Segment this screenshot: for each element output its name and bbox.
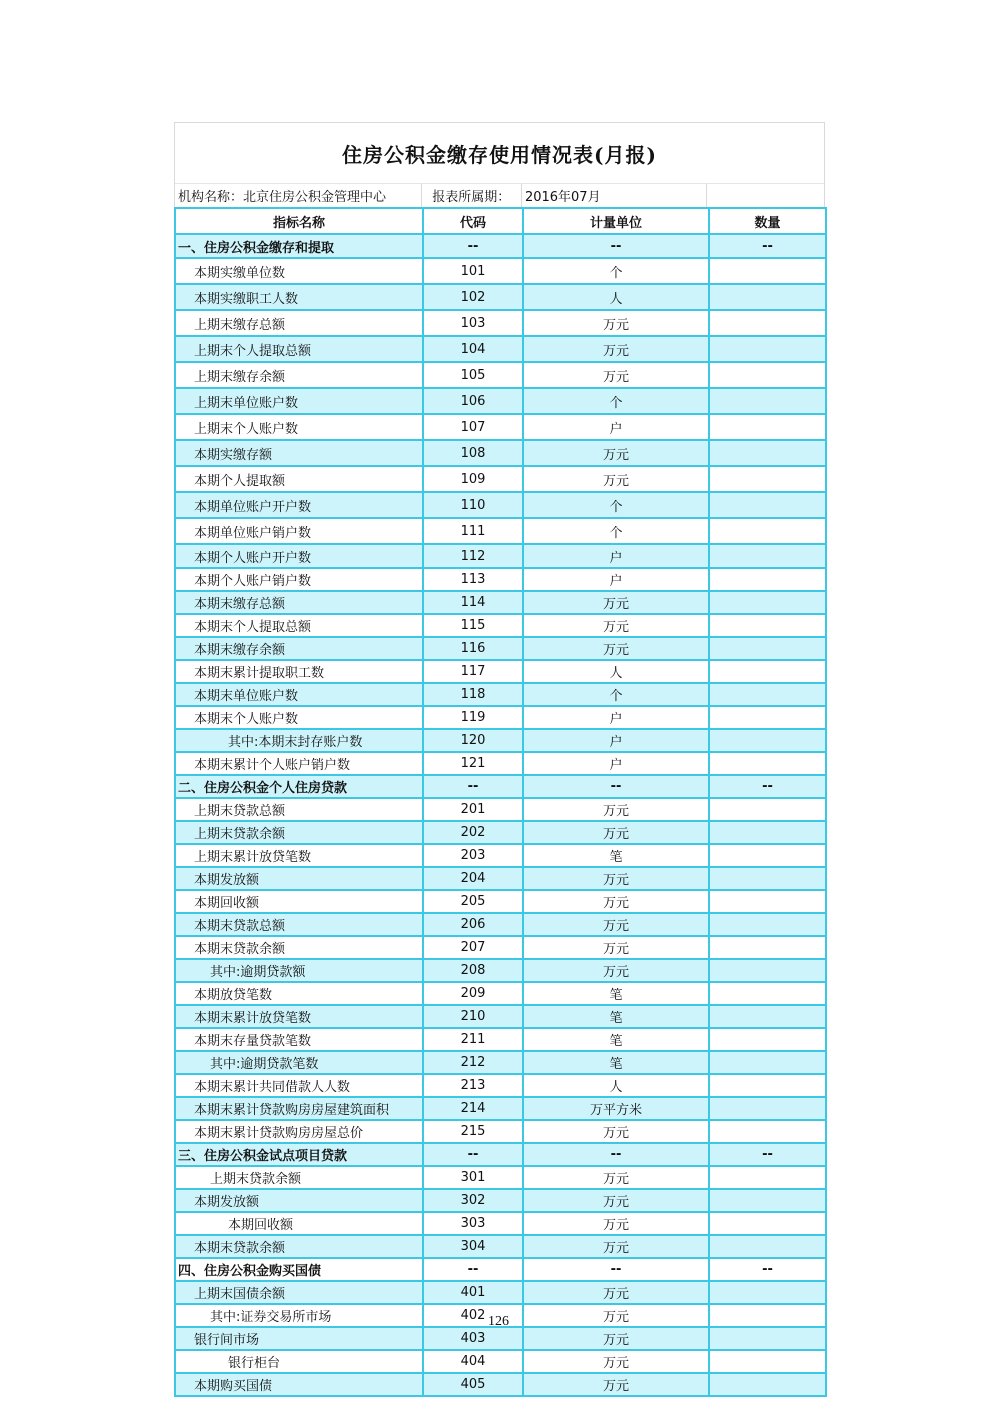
- meta-row: [174, 183, 825, 207]
- cell-code: 108: [423, 440, 523, 466]
- cell-qty: [709, 1028, 826, 1051]
- cell-name: 上期末贷款总额: [175, 798, 423, 821]
- table-row: [175, 660, 826, 683]
- cell-name: 上期末缴存总额: [175, 310, 423, 336]
- cell-code: 115: [423, 614, 523, 637]
- table-row: [175, 492, 826, 518]
- table-row: [175, 1097, 826, 1120]
- cell-name: 银行柜台: [175, 1350, 423, 1373]
- cell-unit: 个: [523, 492, 709, 518]
- cell-qty: [709, 568, 826, 591]
- table-row: [175, 310, 826, 336]
- cell-qty: [709, 1189, 826, 1212]
- cell-code: 118: [423, 683, 523, 706]
- cell-code: 106: [423, 388, 523, 414]
- cell-code: 210: [423, 1005, 523, 1028]
- table-row: [175, 936, 826, 959]
- cell-name: 本期发放额: [175, 867, 423, 890]
- cell-name: 本期末缴存总额: [175, 591, 423, 614]
- cell-code: 121: [423, 752, 523, 775]
- header-unit: 计量单位: [523, 208, 709, 234]
- cell-code: --: [423, 775, 523, 798]
- cell-qty: [709, 1166, 826, 1189]
- table-header-row: [175, 208, 826, 234]
- cell-name: 四、住房公积金购买国债: [175, 1258, 423, 1281]
- table-row: [175, 1350, 826, 1373]
- cell-code: 201: [423, 798, 523, 821]
- cell-unit: 万元: [523, 821, 709, 844]
- cell-qty: [709, 440, 826, 466]
- cell-name: 本期实缴单位数: [175, 258, 423, 284]
- cell-unit: 万元: [523, 867, 709, 890]
- cell-qty: [709, 336, 826, 362]
- cell-unit: 万元: [523, 591, 709, 614]
- table-row: [175, 544, 826, 568]
- table-row: [175, 913, 826, 936]
- cell-name: 本期末贷款余额: [175, 936, 423, 959]
- cell-qty: [709, 414, 826, 440]
- cell-code: 105: [423, 362, 523, 388]
- cell-code: 204: [423, 867, 523, 890]
- cell-qty: [709, 798, 826, 821]
- cell-name: 上期末贷款余额: [175, 821, 423, 844]
- cell-name: 本期放贷笔数: [175, 982, 423, 1005]
- table-row: [175, 1120, 826, 1143]
- cell-code: 404: [423, 1350, 523, 1373]
- cell-code: 205: [423, 890, 523, 913]
- cell-qty: [709, 1327, 826, 1350]
- cell-name: 本期末贷款余额: [175, 1235, 423, 1258]
- cell-name: 本期个人账户开户数: [175, 544, 423, 568]
- table-row: [175, 284, 826, 310]
- cell-qty: [709, 284, 826, 310]
- cell-code: --: [423, 1258, 523, 1281]
- cell-code: --: [423, 234, 523, 258]
- cell-qty: [709, 544, 826, 568]
- cell-qty: [709, 614, 826, 637]
- table-row: [175, 1235, 826, 1258]
- cell-code: 114: [423, 591, 523, 614]
- table-row: [175, 258, 826, 284]
- cell-code: 102: [423, 284, 523, 310]
- cell-unit: 万元: [523, 637, 709, 660]
- cell-qty: [709, 1350, 826, 1373]
- table-row: [175, 798, 826, 821]
- cell-code: 112: [423, 544, 523, 568]
- section-row: [175, 1143, 826, 1166]
- section-row: [175, 1258, 826, 1281]
- cell-code: 104: [423, 336, 523, 362]
- cell-code: 116: [423, 637, 523, 660]
- cell-code: 202: [423, 821, 523, 844]
- table-row: [175, 1327, 826, 1350]
- table-row: [175, 440, 826, 466]
- cell-code: 101: [423, 258, 523, 284]
- cell-code: 304: [423, 1235, 523, 1258]
- cell-qty: [709, 890, 826, 913]
- cell-code: 113: [423, 568, 523, 591]
- cell-unit: --: [523, 1258, 709, 1281]
- report-title: 住房公积金缴存使用情况表(月报): [174, 122, 825, 183]
- cell-unit: 万元: [523, 1350, 709, 1373]
- table-row: [175, 414, 826, 440]
- cell-code: 119: [423, 706, 523, 729]
- cell-unit: 笔: [523, 982, 709, 1005]
- cell-code: 215: [423, 1120, 523, 1143]
- cell-qty: [709, 982, 826, 1005]
- cell-code: 405: [423, 1373, 523, 1396]
- table-row: [175, 568, 826, 591]
- cell-name: 本期回收额: [175, 1212, 423, 1235]
- cell-name: 本期末单位账户数: [175, 683, 423, 706]
- cell-code: 203: [423, 844, 523, 867]
- cell-qty: [709, 518, 826, 544]
- cell-qty: [709, 1304, 826, 1327]
- cell-code: 214: [423, 1097, 523, 1120]
- cell-name: 上期末个人账户数: [175, 414, 423, 440]
- cell-code: 110: [423, 492, 523, 518]
- cell-qty: --: [709, 775, 826, 798]
- cell-unit: 万平方米: [523, 1097, 709, 1120]
- cell-name: 二、住房公积金个人住房贷款: [175, 775, 423, 798]
- cell-name: 本期末累计共同借款人人数: [175, 1074, 423, 1097]
- cell-qty: [709, 936, 826, 959]
- cell-name: 上期末个人提取总额: [175, 336, 423, 362]
- cell-code: 401: [423, 1281, 523, 1304]
- cell-name: 其中:证券交易所市场: [175, 1304, 423, 1327]
- table-row: [175, 752, 826, 775]
- cell-unit: 万元: [523, 310, 709, 336]
- table-row: [175, 982, 826, 1005]
- cell-unit: 笔: [523, 1005, 709, 1028]
- table-row: [175, 959, 826, 982]
- cell-unit: 个: [523, 683, 709, 706]
- cell-qty: [709, 591, 826, 614]
- cell-qty: [709, 844, 826, 867]
- cell-name: 本期发放额: [175, 1189, 423, 1212]
- table-row: [175, 844, 826, 867]
- cell-name: 其中:逾期贷款笔数: [175, 1051, 423, 1074]
- table-row: [175, 1212, 826, 1235]
- table-row: [175, 1028, 826, 1051]
- meta-empty-cell: [707, 183, 824, 207]
- cell-unit: 户: [523, 414, 709, 440]
- cell-name: 本期末累计提取职工数: [175, 660, 423, 683]
- cell-name: 本期末累计贷款购房房屋总价: [175, 1120, 423, 1143]
- cell-qty: [709, 1005, 826, 1028]
- cell-code: 402: [423, 1304, 523, 1327]
- cell-qty: [709, 1281, 826, 1304]
- table-row: [175, 362, 826, 388]
- cell-name: 本期末个人账户数: [175, 706, 423, 729]
- cell-name: 三、住房公积金试点项目贷款: [175, 1143, 423, 1166]
- cell-code: 403: [423, 1327, 523, 1350]
- cell-unit: 户: [523, 752, 709, 775]
- cell-unit: 万元: [523, 1304, 709, 1327]
- table-row: [175, 1074, 826, 1097]
- table-row: [175, 821, 826, 844]
- cell-unit: 万元: [523, 466, 709, 492]
- cell-qty: [709, 1097, 826, 1120]
- cell-qty: [709, 706, 826, 729]
- cell-unit: 户: [523, 568, 709, 591]
- cell-qty: [709, 867, 826, 890]
- cell-code: 107: [423, 414, 523, 440]
- table-body: [175, 234, 826, 1396]
- cell-unit: 万元: [523, 1327, 709, 1350]
- cell-name: 本期购买国债: [175, 1373, 423, 1396]
- cell-name: 本期末个人提取总额: [175, 614, 423, 637]
- cell-code: --: [423, 1143, 523, 1166]
- cell-qty: [709, 821, 826, 844]
- cell-unit: 户: [523, 729, 709, 752]
- cell-code: 120: [423, 729, 523, 752]
- cell-unit: 户: [523, 544, 709, 568]
- cell-name: 本期末存量贷款笔数: [175, 1028, 423, 1051]
- cell-name: 本期回收额: [175, 890, 423, 913]
- cell-name: 本期单位账户开户数: [175, 492, 423, 518]
- cell-code: 117: [423, 660, 523, 683]
- table-row: [175, 614, 826, 637]
- cell-qty: [709, 1120, 826, 1143]
- table-row: [175, 867, 826, 890]
- cell-unit: 万元: [523, 440, 709, 466]
- cell-unit: 笔: [523, 844, 709, 867]
- cell-code: 111: [423, 518, 523, 544]
- cell-name: 本期实缴职工人数: [175, 284, 423, 310]
- cell-name: 本期末累计放贷笔数: [175, 1005, 423, 1028]
- cell-qty: [709, 752, 826, 775]
- cell-unit: 笔: [523, 1028, 709, 1051]
- cell-name: 本期实缴存额: [175, 440, 423, 466]
- cell-unit: 万元: [523, 890, 709, 913]
- cell-code: 303: [423, 1212, 523, 1235]
- cell-qty: [709, 466, 826, 492]
- data-table: [174, 207, 827, 1397]
- cell-name: 其中:本期末封存账户数: [175, 729, 423, 752]
- cell-name: 本期末累计个人账户销户数: [175, 752, 423, 775]
- table-row: [175, 1189, 826, 1212]
- cell-qty: [709, 637, 826, 660]
- cell-qty: [709, 913, 826, 936]
- cell-name: 上期末贷款余额: [175, 1166, 423, 1189]
- table-row: [175, 388, 826, 414]
- cell-name: 上期末单位账户数: [175, 388, 423, 414]
- cell-code: 301: [423, 1166, 523, 1189]
- table-row: [175, 1051, 826, 1074]
- cell-qty: --: [709, 234, 826, 258]
- cell-unit: 万元: [523, 1373, 709, 1396]
- cell-unit: 人: [523, 284, 709, 310]
- header-qty: 数量: [709, 208, 826, 234]
- table-row: [175, 466, 826, 492]
- cell-code: 302: [423, 1189, 523, 1212]
- cell-qty: [709, 1235, 826, 1258]
- cell-unit: --: [523, 775, 709, 798]
- cell-qty: [709, 729, 826, 752]
- cell-unit: 户: [523, 706, 709, 729]
- cell-unit: 万元: [523, 913, 709, 936]
- cell-name: 本期末累计贷款购房房屋建筑面积: [175, 1097, 423, 1120]
- cell-name: 上期末缴存余额: [175, 362, 423, 388]
- cell-unit: 万元: [523, 936, 709, 959]
- table-row: [175, 1166, 826, 1189]
- cell-name: 上期末累计放贷笔数: [175, 844, 423, 867]
- cell-qty: [709, 1212, 826, 1235]
- cell-unit: 万元: [523, 1235, 709, 1258]
- cell-unit: 万元: [523, 1212, 709, 1235]
- cell-name: 其中:逾期贷款额: [175, 959, 423, 982]
- cell-code: 206: [423, 913, 523, 936]
- cell-qty: --: [709, 1258, 826, 1281]
- cell-unit: 万元: [523, 798, 709, 821]
- report-sheet: [174, 122, 825, 1397]
- cell-code: 211: [423, 1028, 523, 1051]
- table-row: [175, 706, 826, 729]
- table-row: [175, 1281, 826, 1304]
- cell-code: 207: [423, 936, 523, 959]
- section-row: [175, 775, 826, 798]
- cell-qty: --: [709, 1143, 826, 1166]
- cell-name: 本期个人提取额: [175, 466, 423, 492]
- cell-unit: 个: [523, 258, 709, 284]
- org-name: 机构名称：北京住房公积金管理中心: [175, 183, 422, 207]
- table-row: [175, 518, 826, 544]
- cell-qty: [709, 1051, 826, 1074]
- page-number: 126: [488, 1314, 509, 1329]
- cell-qty: [709, 660, 826, 683]
- cell-code: 209: [423, 982, 523, 1005]
- cell-code: 208: [423, 959, 523, 982]
- cell-qty: [709, 362, 826, 388]
- table-row: [175, 637, 826, 660]
- period-value: 2016年07月: [522, 183, 707, 207]
- cell-qty: [709, 683, 826, 706]
- cell-unit: 万元: [523, 1166, 709, 1189]
- cell-code: 212: [423, 1051, 523, 1074]
- cell-qty: [709, 310, 826, 336]
- cell-name: 一、住房公积金缴存和提取: [175, 234, 423, 258]
- table-row: [175, 890, 826, 913]
- cell-unit: 万元: [523, 959, 709, 982]
- header-code: 代码: [423, 208, 523, 234]
- cell-code: 103: [423, 310, 523, 336]
- cell-qty: [709, 258, 826, 284]
- period-label: 报表所属期：: [422, 183, 522, 207]
- cell-code: 109: [423, 466, 523, 492]
- cell-unit: 个: [523, 518, 709, 544]
- cell-qty: [709, 388, 826, 414]
- cell-name: 本期末缴存余额: [175, 637, 423, 660]
- table-row: [175, 336, 826, 362]
- cell-name: 银行间市场: [175, 1327, 423, 1350]
- cell-unit: 万元: [523, 362, 709, 388]
- cell-name: 本期个人账户销户数: [175, 568, 423, 591]
- cell-unit: 万元: [523, 1281, 709, 1304]
- cell-name: 本期单位账户销户数: [175, 518, 423, 544]
- table-row: [175, 1373, 826, 1396]
- table-row: [175, 683, 826, 706]
- cell-unit: 万元: [523, 336, 709, 362]
- table-row: [175, 591, 826, 614]
- cell-unit: 万元: [523, 1189, 709, 1212]
- cell-unit: 万元: [523, 1120, 709, 1143]
- cell-unit: 个: [523, 388, 709, 414]
- cell-unit: --: [523, 234, 709, 258]
- cell-unit: 人: [523, 660, 709, 683]
- cell-unit: 笔: [523, 1051, 709, 1074]
- cell-name: 本期末贷款总额: [175, 913, 423, 936]
- section-row: [175, 234, 826, 258]
- cell-qty: [709, 1074, 826, 1097]
- cell-qty: [709, 492, 826, 518]
- cell-qty: [709, 1373, 826, 1396]
- cell-unit: 人: [523, 1074, 709, 1097]
- cell-code: 213: [423, 1074, 523, 1097]
- header-name: 指标名称: [175, 208, 423, 234]
- cell-name: 上期末国债余额: [175, 1281, 423, 1304]
- cell-unit: --: [523, 1143, 709, 1166]
- cell-unit: 万元: [523, 614, 709, 637]
- table-row: [175, 729, 826, 752]
- table-row: [175, 1005, 826, 1028]
- cell-qty: [709, 959, 826, 982]
